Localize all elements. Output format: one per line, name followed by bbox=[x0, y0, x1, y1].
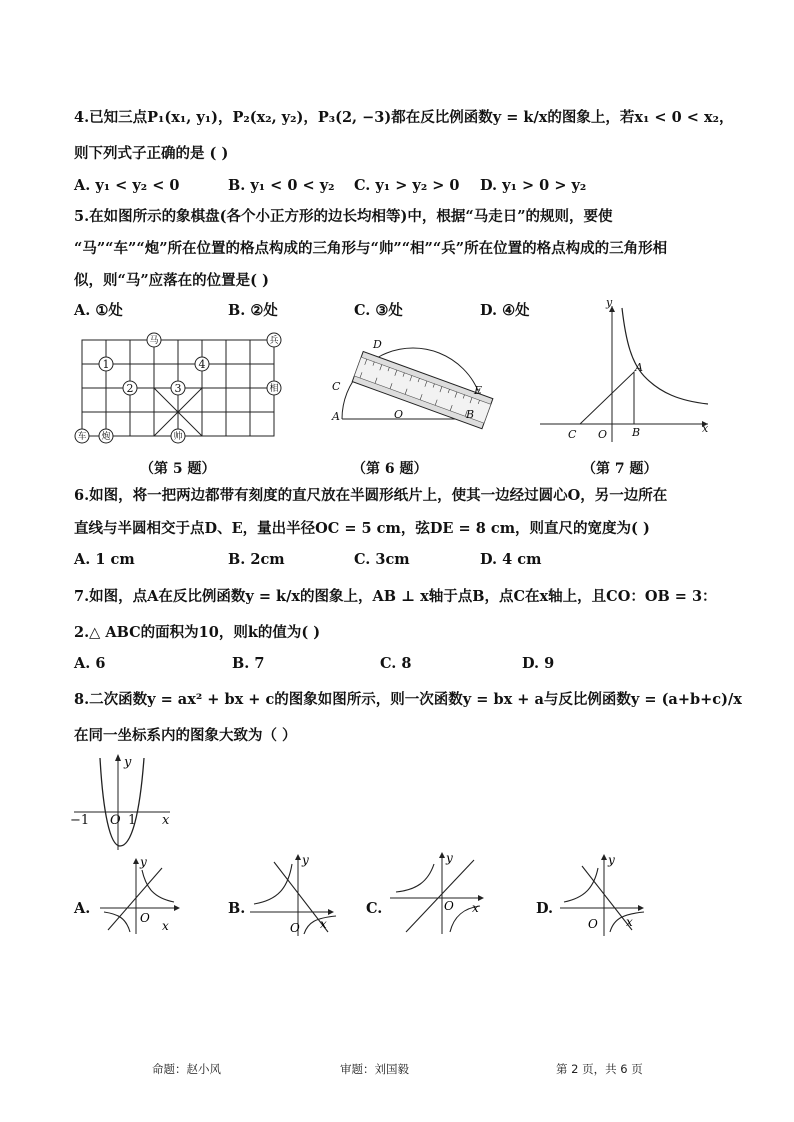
mark-3: 3 bbox=[174, 382, 182, 395]
q8-graph-label-minus1: −1 bbox=[70, 813, 90, 828]
q4-option-b[interactable]: B. y₁ < 0 < y₂ bbox=[228, 177, 335, 194]
q6-option-d[interactable]: D. 4 cm bbox=[480, 551, 542, 568]
q8-line1: 8.二次函数y = ax² + bx + c的图象如图所示，则一次函数y = bx + a与反比例函数y = (a+b+c)/x bbox=[74, 691, 742, 708]
q4-option-a[interactable]: A. y₁ < y₂ < 0 bbox=[74, 177, 180, 194]
q7-line2: 2.△ ABC的面积为10，则k的值为( ) bbox=[74, 624, 321, 641]
piece-bing: 兵 bbox=[269, 336, 279, 346]
q5-option-c[interactable]: C. ③处 bbox=[354, 302, 403, 319]
q5-option-b[interactable]: B. ②处 bbox=[228, 302, 278, 319]
q8-c-label-O: O bbox=[444, 899, 454, 913]
q4-line1: 4.已知三点P₁(x₁, y₁)，P₂(x₂, y₂)，P₃(2, −3)都在反比例函数y = k/x的图象上，若x₁ < 0 < x₂， bbox=[74, 109, 734, 126]
figure-5-caption: （第 5 题） bbox=[140, 461, 216, 477]
q8-a-label-y: y bbox=[140, 855, 147, 869]
q7-option-a[interactable]: A. 6 bbox=[74, 655, 106, 672]
figure-7-graph bbox=[540, 298, 720, 448]
q8-option-d[interactable]: D. bbox=[536, 900, 554, 917]
piece-pao: 炮 bbox=[101, 432, 111, 442]
fig7-label-B: B bbox=[632, 426, 641, 439]
q8-b-label-y: y bbox=[302, 853, 309, 867]
piece-che: 车 bbox=[77, 432, 87, 442]
piece-xiang: 相 bbox=[269, 384, 279, 394]
figure-7-caption: （第 7 题） bbox=[582, 461, 658, 477]
q8-line2: 在同一坐标系内的图象大致为（ ） bbox=[74, 727, 297, 744]
q7-line1: 7.如图，点A在反比例函数y = k/x的图象上，AB ⊥ x轴于点B，点C在x轴上，且CO：OB = 3： bbox=[74, 588, 717, 605]
q8-option-b-graph[interactable] bbox=[250, 852, 340, 936]
q4-option-c[interactable]: C. y₁ > y₂ > 0 bbox=[354, 177, 460, 194]
figure-6-ruler-semicircle bbox=[328, 333, 498, 443]
q8-graph-label-y: y bbox=[124, 755, 132, 770]
q8-b-label-x: x bbox=[320, 917, 327, 931]
q6-line2: 直线与半圆相交于点D、E，量出半径OC = 5 cm，弦DE = 8 cm，则直尺的宽度为( ) bbox=[74, 520, 650, 537]
q8-graph-label-x: x bbox=[162, 813, 170, 828]
piece-ma: 马 bbox=[149, 336, 159, 346]
q8-parabola-graph bbox=[70, 752, 190, 852]
q6-option-b[interactable]: B. 2cm bbox=[228, 551, 285, 568]
q4-line2: 则下列式子正确的是 ( ) bbox=[74, 145, 229, 162]
fig7-label-y: y bbox=[606, 296, 613, 309]
q8-d-label-O: O bbox=[588, 917, 598, 931]
q8-b-label-O: O bbox=[290, 921, 300, 935]
fig7-label-A: A bbox=[635, 361, 643, 374]
q5-line3: 似，则“马”应落在的位置是( ) bbox=[74, 272, 269, 289]
q8-option-d-graph[interactable] bbox=[560, 852, 650, 936]
fig7-label-C: C bbox=[568, 428, 577, 441]
fig7-label-O: O bbox=[598, 428, 608, 441]
fig7-label-x: x bbox=[702, 422, 709, 435]
q8-c-label-y: y bbox=[446, 851, 453, 865]
mark-2: 2 bbox=[126, 382, 134, 395]
q8-a-label-x: x bbox=[162, 919, 169, 933]
q5-line1: 5.在如图所示的象棋盘(各个小正方形的边长均相等)中，根据“马走日”的规则，要使 bbox=[74, 208, 613, 225]
mark-1: 1 bbox=[102, 358, 110, 371]
label-D: D bbox=[373, 338, 382, 351]
q7-option-d[interactable]: D. 9 bbox=[522, 655, 555, 672]
q8-d-label-y: y bbox=[608, 853, 615, 867]
q7-option-b[interactable]: B. 7 bbox=[232, 655, 265, 672]
figure-6-caption: （第 6 题） bbox=[352, 461, 428, 477]
q6-option-a[interactable]: A. 1 cm bbox=[74, 551, 135, 568]
q5-option-d[interactable]: D. ④处 bbox=[480, 302, 530, 319]
q8-option-b[interactable]: B. bbox=[228, 900, 246, 917]
q8-option-c[interactable]: C. bbox=[366, 900, 383, 917]
q8-a-label-O: O bbox=[140, 911, 150, 925]
label-O: O bbox=[394, 408, 404, 421]
q8-c-label-x: x bbox=[472, 901, 479, 915]
q6-line1: 6.如图，将一把两边都带有刻度的直尺放在半圆形纸片上，使其一边经过圆心O，另一边所在 bbox=[74, 487, 668, 504]
label-C: C bbox=[332, 380, 341, 393]
q4-option-d[interactable]: D. y₁ > 0 > y₂ bbox=[480, 177, 587, 194]
q8-option-a[interactable]: A. bbox=[74, 900, 91, 917]
label-E: E bbox=[474, 384, 483, 397]
q8-option-c-graph[interactable] bbox=[390, 850, 490, 934]
footer-page-number: 第 2 页，共 6 页 bbox=[556, 1062, 643, 1076]
label-B: B bbox=[466, 408, 475, 421]
label-A: A bbox=[332, 410, 340, 423]
footer-author: 命题：赵小风 bbox=[152, 1062, 221, 1076]
q5-option-a[interactable]: A. ①处 bbox=[74, 302, 123, 319]
q5-line2: “马”“车”“炮”所在位置的格点构成的三角形与“帅”“相”“兵”所在位置的格点构成的三角形相 bbox=[74, 240, 668, 257]
q8-graph-label-1: 1 bbox=[128, 813, 137, 828]
q6-option-c[interactable]: C. 3cm bbox=[354, 551, 410, 568]
piece-shuai: 帅 bbox=[173, 432, 183, 442]
mark-4: 4 bbox=[198, 358, 206, 371]
q8-option-a-graph[interactable] bbox=[96, 856, 186, 936]
q8-d-label-x: x bbox=[626, 915, 633, 929]
footer-reviewer: 审题：刘国毅 bbox=[340, 1062, 409, 1076]
q8-graph-label-O: O bbox=[110, 813, 121, 828]
q7-option-c[interactable]: C. 8 bbox=[380, 655, 412, 672]
figure-5-chessboard bbox=[72, 328, 292, 450]
